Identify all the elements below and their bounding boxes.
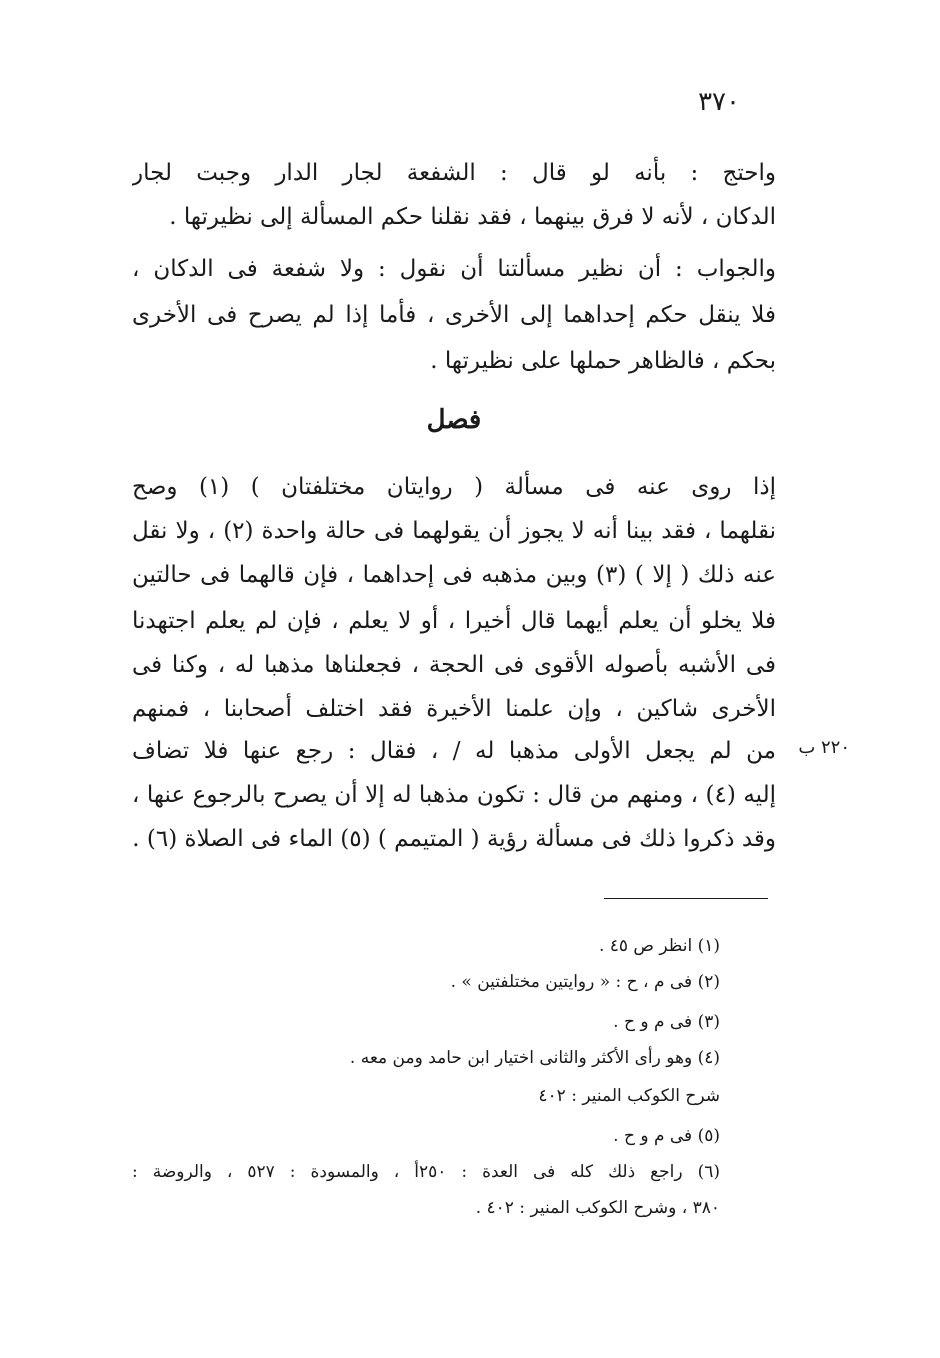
text-line: فلا يخلو أن يعلم أيهما قال أخيرا ، أو لا يعلم ، فإن لم يعلم اجتهدنا — [132, 608, 776, 634]
text-line: إذا روى عنه فى مسألة ( روايتان مختلفتان ) (١) وصح — [132, 474, 776, 500]
text-line: نقلهما ، فقد بينا أنه لا يجوز أن يقولهما فى حالة واحدة (٢) ، ولا نقل — [132, 518, 776, 544]
footnote: (٣) فى م و ح . — [613, 1012, 720, 1032]
footnote: (٥) فى م و ح . — [613, 1126, 720, 1146]
text-line: الأخرى شاكين ، وإن علمنا الأخيرة فقد اختلف أصحابنا ، فمنهم — [132, 696, 776, 722]
footnote: (١) انظر ص ٤٥ . — [598, 936, 720, 956]
section-heading: فصل — [426, 405, 482, 435]
text-line: والجواب : أن نظير مسألتنا أن نقول : ولا شفعة فى الدكان ، — [132, 256, 776, 282]
text-line: الدكان ، لأنه لا فرق بينهما ، فقد نقلنا حكم المسألة إلى نظيرتها . — [169, 204, 776, 230]
text-line: من لم يجعل الأولى مذهبا له / ، فقال : رجع عنها فلا تضاف — [132, 738, 776, 764]
text-line: فلا ينقل حكم إحداهما إلى الأخرى ، فأما إذا لم يصرح فى الأخرى — [132, 302, 776, 328]
text-line: إليه (٤) ، ومنهم من قال : تكون مذهبا له إلا أن يصرح بالرجوع عنها ، — [132, 782, 776, 808]
text-line: وقد ذكروا ذلك فى مسألة رؤية ( المتيمم ) (٥) الماء فى الصلاة (٦) . — [132, 826, 776, 852]
footnote: (٤) وهو رأى الأكثر والثانى اختيار ابن حامد ومن معه . — [349, 1048, 720, 1068]
text-line: واحتج : بأنه لو قال : الشفعة لجار الدار وجبت لجار — [132, 160, 776, 186]
footnote: ٣٨٠ ، وشرح الكوكب المنير : ٤٠٢ . — [475, 1198, 720, 1218]
footnote: شرح الكوكب المنير : ٤٠٢ — [538, 1086, 720, 1106]
text-line: بحكم ، فالظاهر حملها على نظيرتها . — [430, 348, 776, 374]
margin-folio-note: ٢٢٠ ب — [798, 737, 850, 758]
footnote: (٦) راجع ذلك كله فى العدة : ٢٥٠أ ، والمسودة : ٥٢٧ ، والروضة : — [132, 1162, 720, 1182]
text-line: عنه ذلك ( إلا ) (٣) وبين مذهبه فى إحداهما ، فإن قالهما فى حالتين — [132, 562, 776, 588]
footnote: (٢) فى م ، ح : « روايتين مختلفتين » . — [450, 972, 720, 992]
text-line: فى الأشبه بأصوله الأقوى فى الحجة ، فجعلناها مذهبا له ، وكنا فى — [132, 652, 776, 678]
footnote-divider — [604, 898, 768, 899]
page-number: ٣٧٠ — [698, 87, 740, 117]
